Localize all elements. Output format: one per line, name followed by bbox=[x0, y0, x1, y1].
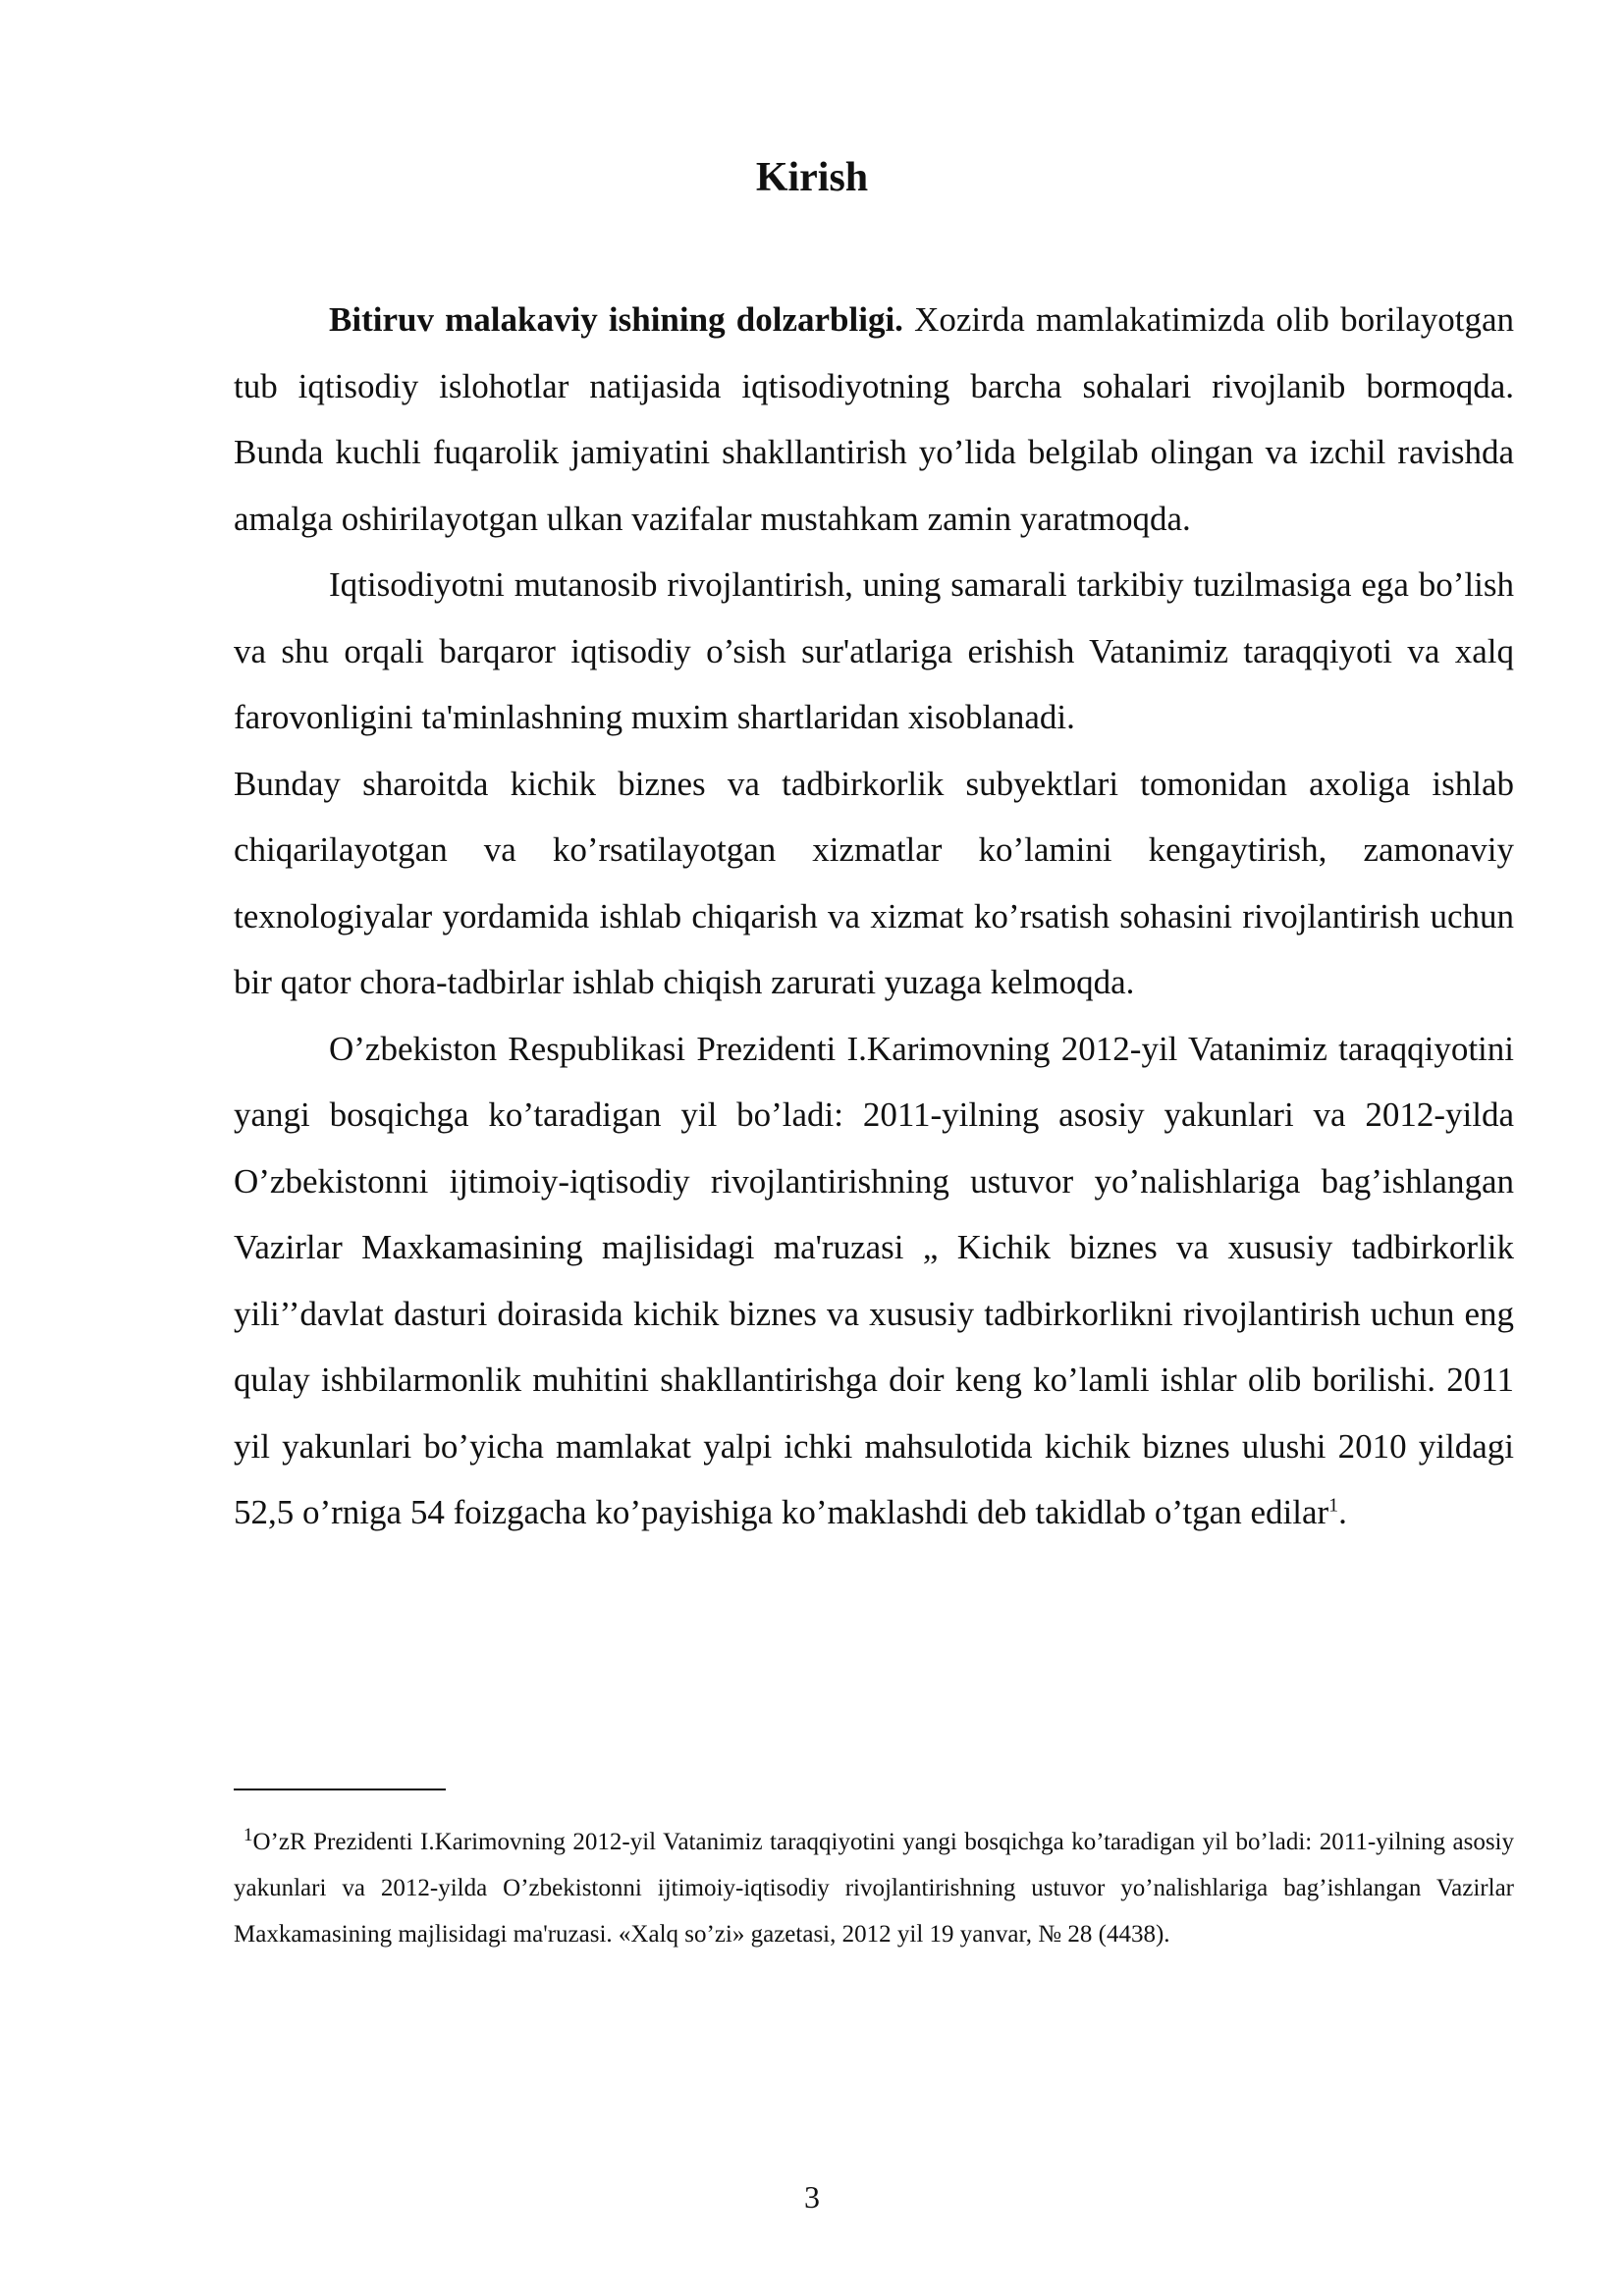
footnote-marker: 1 bbox=[244, 1824, 253, 1845]
page-title: Kirish bbox=[755, 155, 869, 200]
paragraph-text: Xozirda mamlakatimizda olib borilayotgan tub iqtisodiy islohotlar natijasida iqtisodiyotning barcha sohalari rivojlanib bormoqda. Bunda kuchli fuqarolik jamiyatini shakllantirish yo’lida belgilab olingan va izchil ravishda amalga oshirilayotgan ulkan vazifalar mustahkam zamin yaratmoqda. bbox=[234, 300, 1514, 538]
page-number: 3 bbox=[804, 2179, 820, 2215]
paragraph-small-business bbox=[234, 751, 1514, 1016]
footnote-reference[interactable]: 1 bbox=[1328, 1494, 1339, 1517]
footnote bbox=[234, 1819, 1514, 1957]
footnote-text: O’zR Prezidenti I.Karimovning 2012-yil Vatanimiz taraqqiyotini yangi bosqichga ko’taradigan yil bo’ladi: 2011-yilning asosiy yakunlari va 2012-yilda O’zbekistonni ijtimoiy-iqtisodiy rivojlantirishning ustuvor yo’nalishlariga bag’ishlangan Vazirlar Maxkamasining majlisidagi ma'ruzasi. «Xalq so’zi» gazetasi, 2012 yil 19 yanvar, № 28 (4438). bbox=[234, 1829, 1514, 1948]
paragraph-text: Iqtisodiyotni mutanosib rivojlantirish, uning samarali tarkibiy tuzilmasiga ega bo’lish va shu orqali barqaror iqtisodiy o’sish sur'atlariga erishish Vatanimiz taraqqiyoti va xalq farovonligini ta'minlashning muxim shartlaridan xisoblanadi. bbox=[234, 565, 1514, 736]
paragraph-text: O’zbekiston Respublikasi Prezidenti I.Karimovning 2012-yil Vatanimiz taraqqiyotini yangi bosqichga ko’taradigan yil bo’ladi: 2011-yilning asosiy yakunlari va 2012-yilda O’zbekistonni ijtimoiy-iqtisodiy rivojlantirishning ustuvor yo’nalishlariga bag’ishlangan Vazirlar Maxkamasining majlisidagi ma'ruzasi „ Kichik biznes va xususiy tadbirkorlik yili’’davlat dasturi doirasida kichik biznes va xususiy tadbirkorlikni rivojlantirish uchun eng qulay ishbilarmonlik muhitini shakllantirishga doir keng ko’lamli ishlar olib borilishi. 2011 yil yakunlari bo’yicha mamlakat yalpi ichki mahsulotida kichik biznes ulushi 2010 yildagi 52,5 o’rniga 54 foizgacha ko’payishiga ko’maklashdi deb takidlab o’tgan edilar bbox=[234, 1029, 1514, 1531]
paragraph-economy bbox=[234, 552, 1514, 751]
paragraph-president-report bbox=[234, 1016, 1514, 1546]
paragraph-text: Bunday sharoitda kichik biznes va tadbirkorlik subyektlari tomonidan axoliga ishlab chiqarilayotgan va ko’rsatilayotgan xizmatlar ko’lamini kengaytirish, zamonaviy texnologiyalar yordamida ishlab chiqarish va xizmat ko’rsatish sohasini rivojlantirish uchun bir qator chora-tadbirlar ishlab chiqish zarurati yuzaga kelmoqda. bbox=[234, 764, 1514, 1001]
paragraph-tail: . bbox=[1338, 1493, 1347, 1531]
body-text bbox=[234, 287, 1514, 1546]
paragraph-lead-heading: Bitiruv malakaviy ishining dolzarbligi. bbox=[329, 300, 903, 339]
paragraph-relevance bbox=[234, 287, 1514, 552]
footnote-separator bbox=[234, 1789, 446, 1790]
